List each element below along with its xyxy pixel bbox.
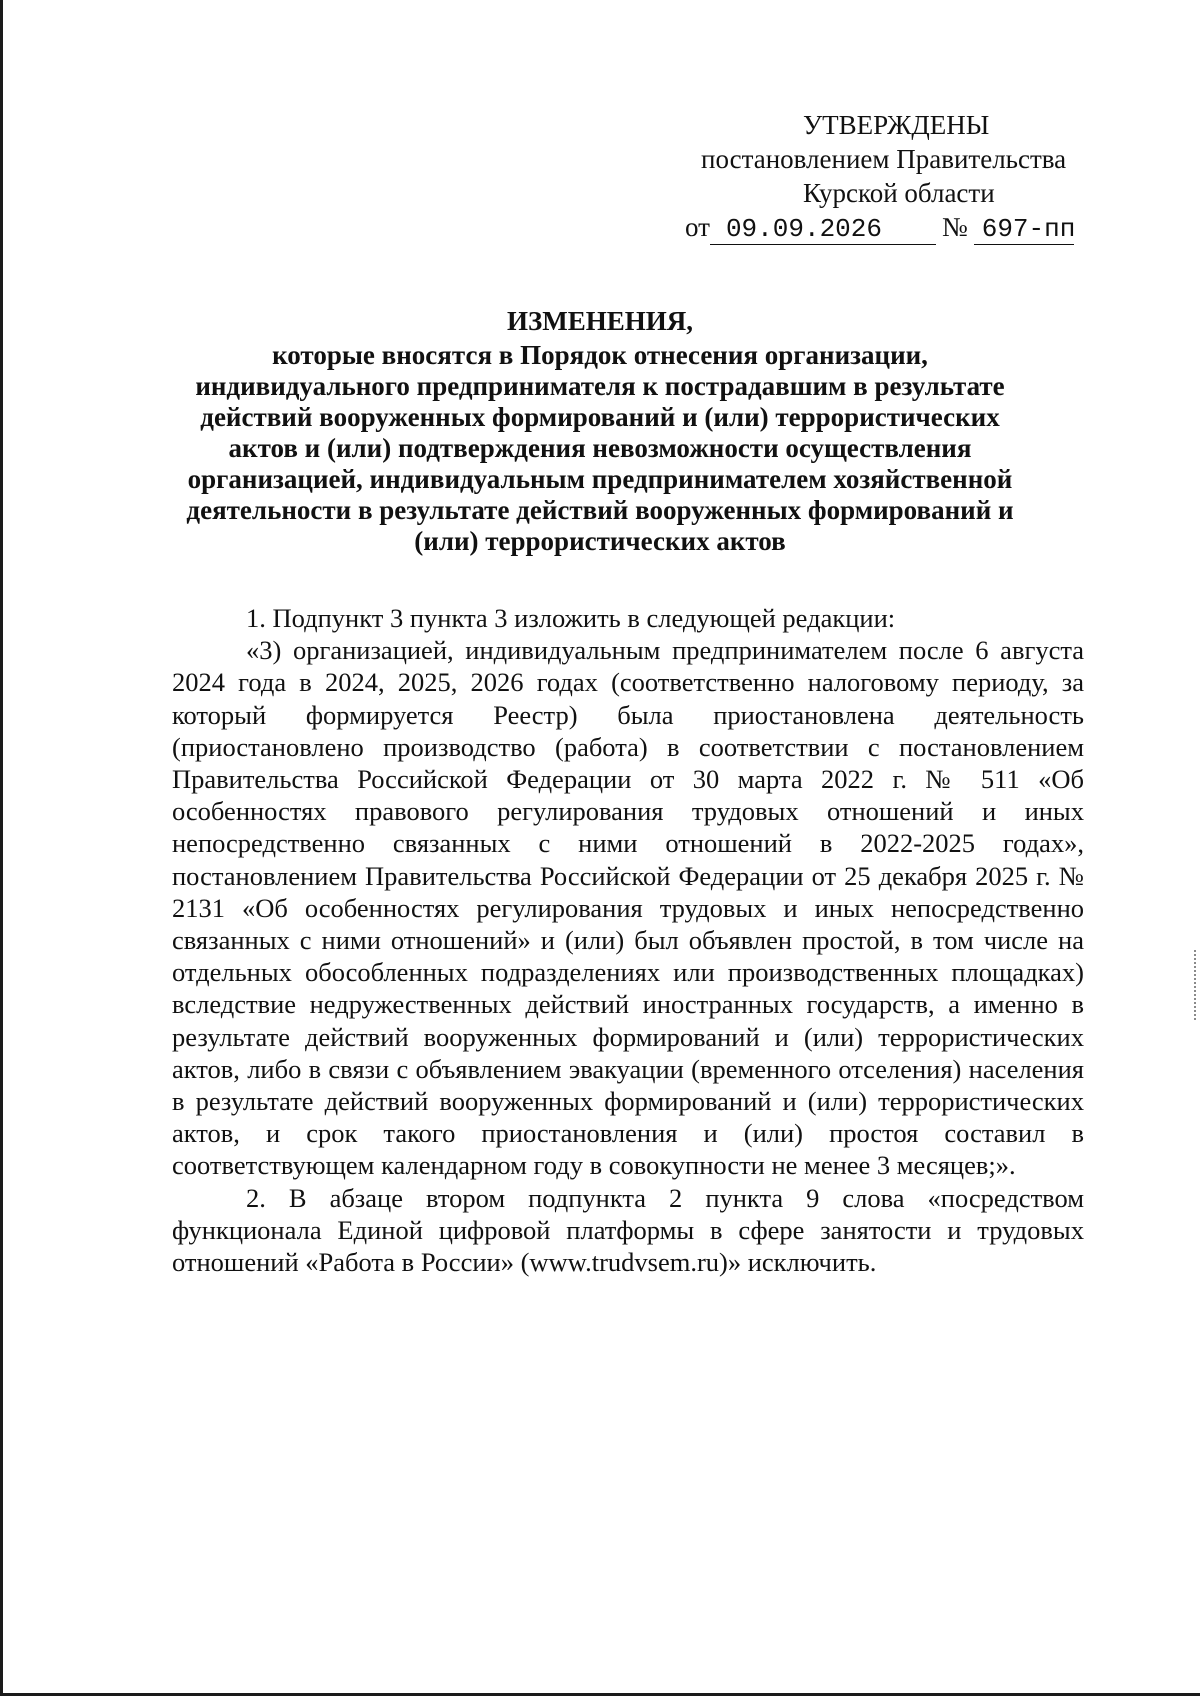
approval-resolution-label: постановлением Правительства: [701, 144, 1067, 174]
approval-number-sign: №: [941, 212, 968, 242]
scan-border-left: [0, 0, 3, 1696]
title-subtitle-line: которые вносятся в Порядок отнесения организации,: [272, 340, 928, 370]
approval-number-field: 697-пп: [974, 214, 1074, 245]
approval-date-number-row: [685, 210, 1110, 245]
title-subtitle-line: актов и (или) подтверждения невозможности осуществления: [228, 433, 972, 463]
paragraph-item-1: 1. Подпункт 3 пункта 3 изложить в следующей редакции:: [246, 603, 896, 633]
title-subtitle-line: действий вооруженных формирований и (или) террористических: [200, 402, 1000, 432]
paragraph-item-1-quote: «3) организацией, индивидуальным предпринимателем после 6 августа 2024 года в 2024, 2025, 2026 годах (соответственно налоговому периоду, за который формируется Реестр) была приостановлена деятельность (приостановлено производство (работа) в соответствии с постановлением Правительства Российской Федерации от 30 марта 2022 г. № 511 «Об особенностях правового регулирования трудовых отношений и иных непосредственно связанных с ними отношений в 2022-2025 годах», постановлением Правительства Российской Федерации от 25 декабря 2025 г. № 2131 «Об особенностях регулирования трудовых и иных непосредственно связанных с ними отношений» и (или) был объявлен простой, в том числе на отдельных обособленных подразделениях или производственных площадках) вследствие недружественных действий иностранных государств, а именно в результате действий вооруженных формирований и (или) террористических актов, либо в связи с объявлением эвакуации (временного отселения) населения в результате действий вооруженных формирований и (или) террористических актов, и срок такого приостановления и (или) простоя составил в соответствующем календарном году в совокупности не менее 3 месяцев;».: [172, 635, 1084, 1181]
approval-date-field: 09.09.2026: [710, 214, 936, 245]
title-subtitle: [150, 340, 1050, 557]
approval-date-prefix: от: [685, 212, 710, 242]
title-subtitle-line: индивидуального предпринимателя к пострадавшим в результате: [195, 371, 1005, 401]
approval-approved-label: УТВЕРЖДЕНЫ: [803, 110, 990, 140]
title-subtitle-line: (или) террористических актов: [414, 526, 786, 556]
document-title: [0, 306, 1200, 557]
paragraph-item-2: 2. В абзаце втором подпункта 2 пункта 9 слова «посредством функционала Единой цифровой платформы в сфере занятости и трудовых отношений «Работа в России» (www.trudvsem.ru)» исключить.: [172, 1182, 1084, 1278]
document-body: [172, 602, 1084, 1278]
scan-artifact: [1194, 950, 1198, 1020]
approval-block: [685, 108, 1110, 245]
approval-region-label: Курской области: [803, 178, 995, 208]
title-subtitle-line: организацией, индивидуальным предпринимателем хозяйственной: [187, 464, 1013, 494]
title-heading: ИЗМЕНЕНИЯ,: [506, 306, 693, 336]
title-subtitle-line: деятельности в результате действий вооруженных формирований и: [186, 495, 1014, 525]
